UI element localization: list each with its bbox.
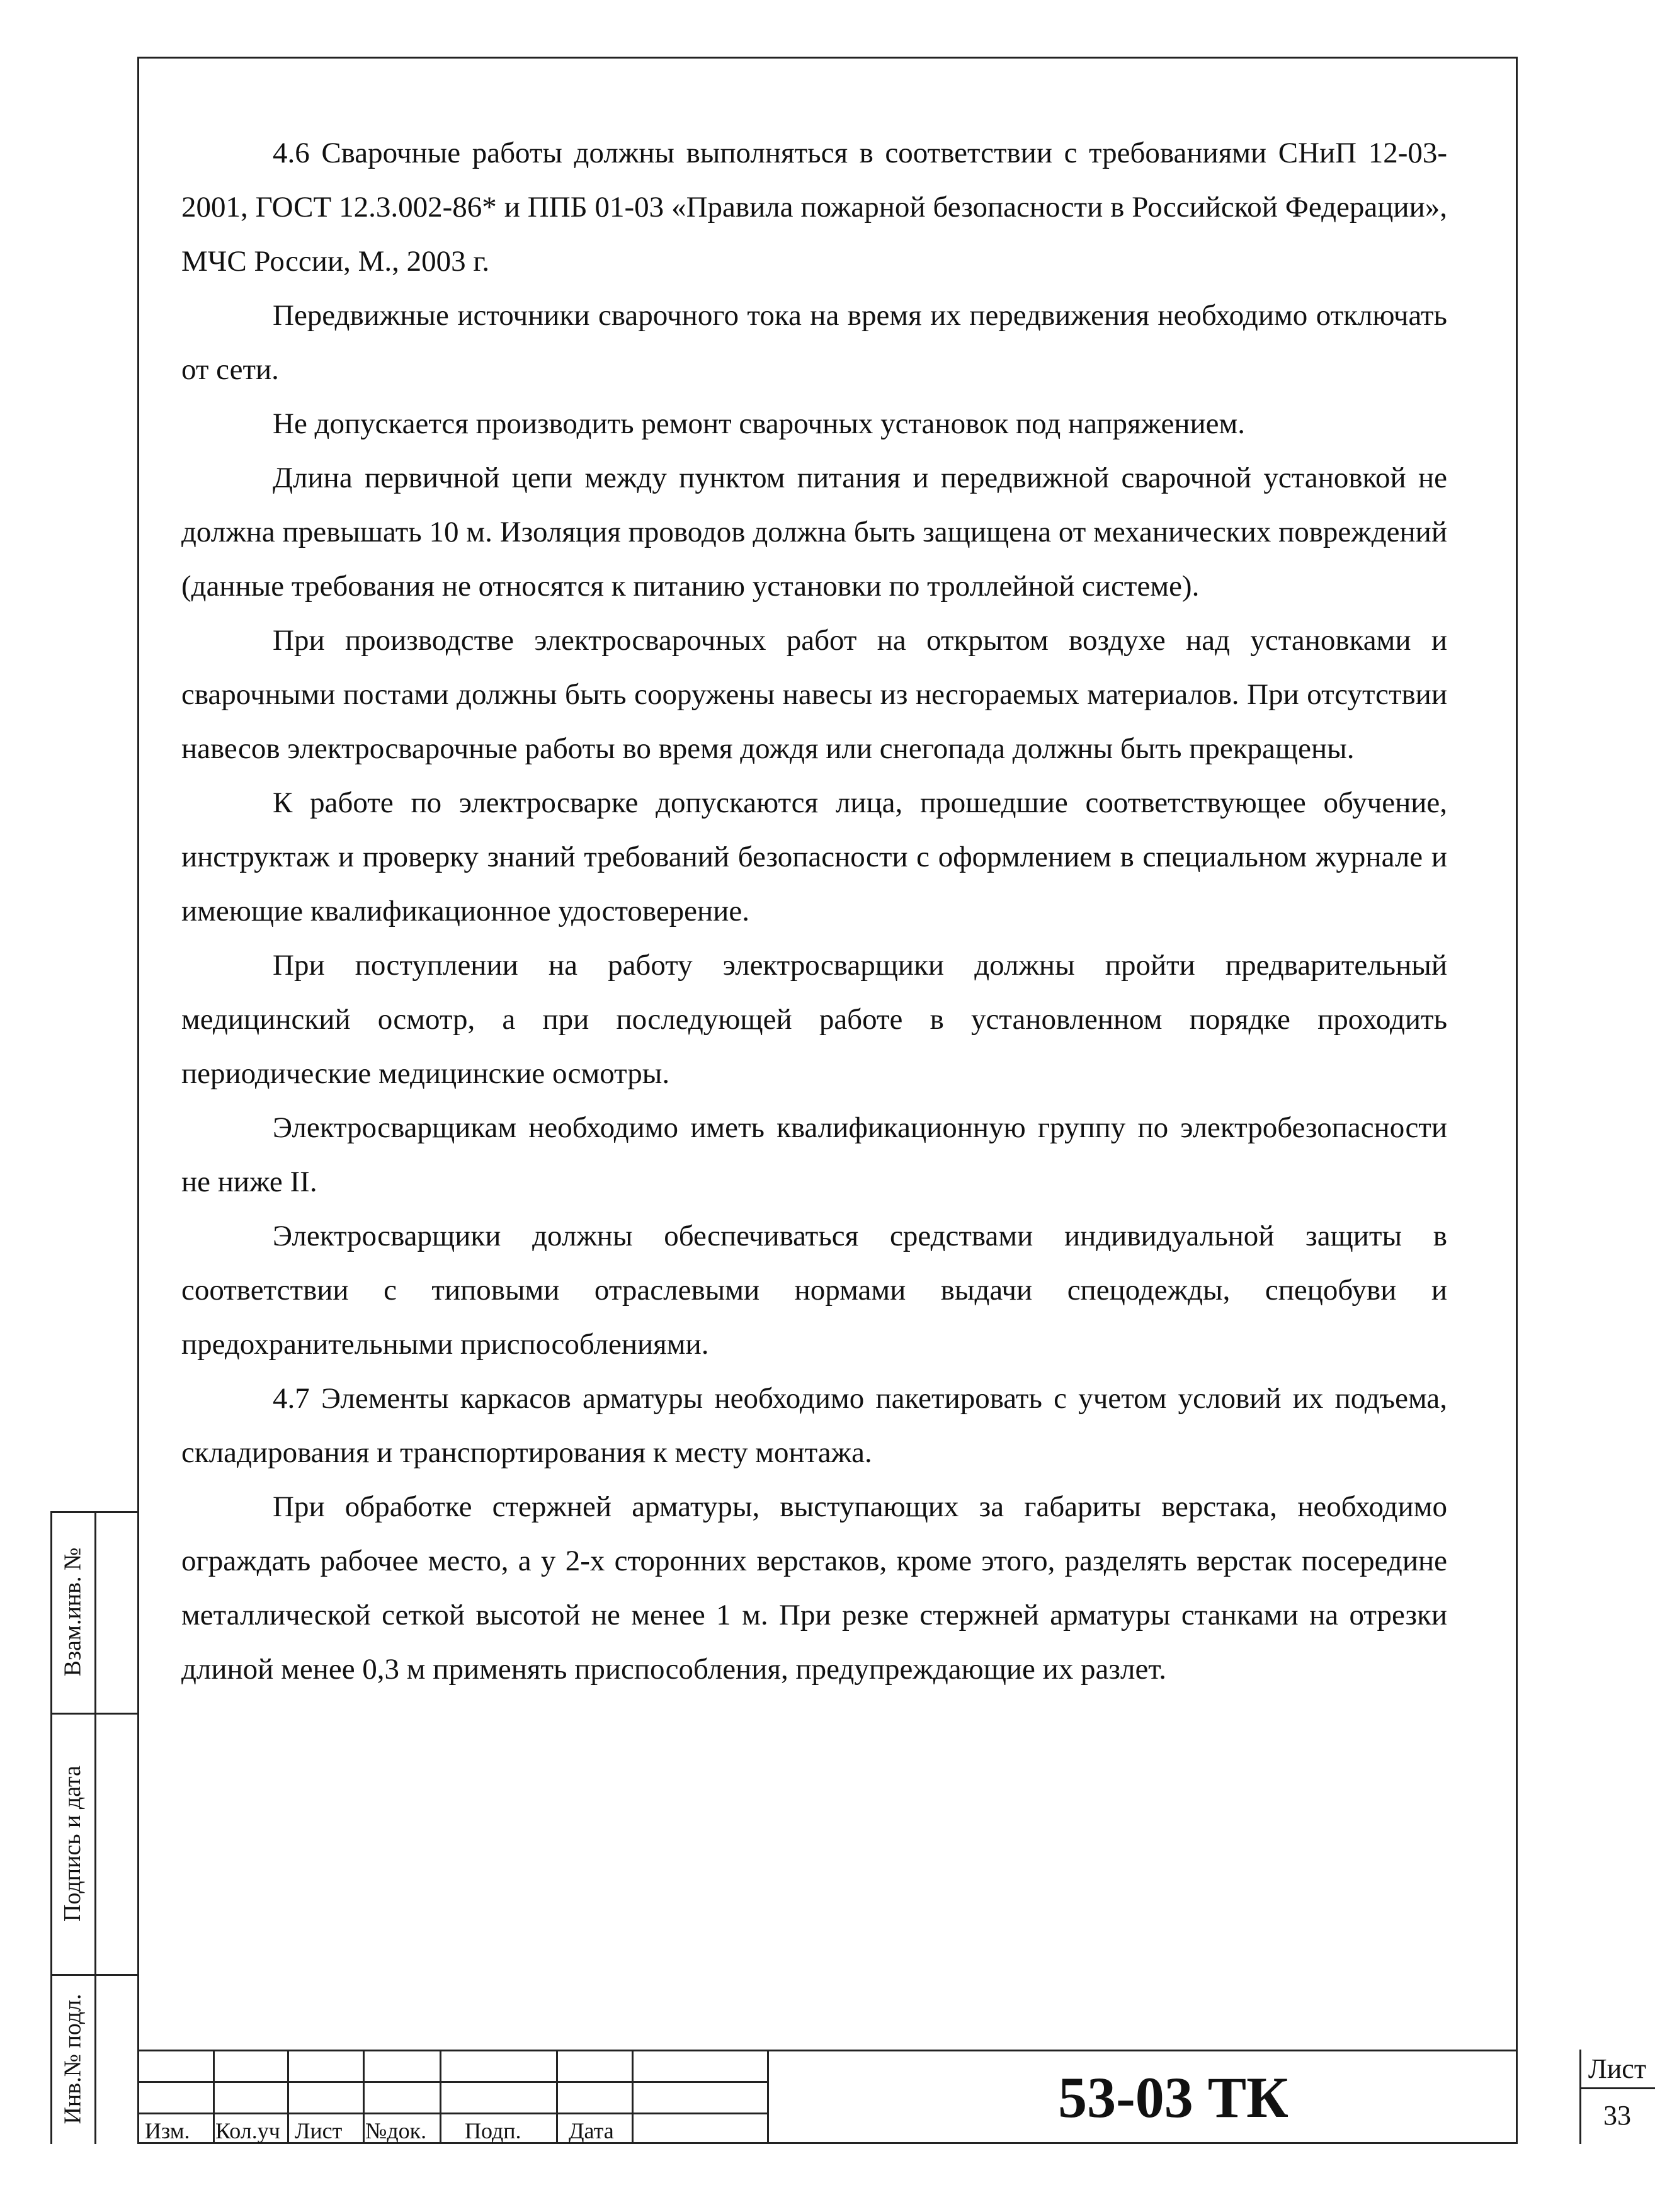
title-block [137,2050,1647,2144]
document-code: 53-03 ТК [1058,2065,1288,2130]
paragraph: Электросварщикам необходимо иметь квалификационную группу по электробезопасности не ниже II. [181,1111,1447,1198]
tb-line [556,2050,558,2144]
paragraph-4-7: 4.7 Элементы каркасов арматуры необходимо пакетировать с учетом условий их подъема, складирования и транспортирования к месту монтажа. [181,1382,1447,1469]
document-body [181,126,1447,1696]
side-border-inner [94,1511,96,2144]
paragraph: Передвижные источники сварочного тока на время их передвижения необходимо отключать от сети. [181,299,1447,386]
paragraph-4-6: 4.6 Сварочные работы должны выполняться в соответствии с требованиями СНиП 12-03-2001, ГОСТ 12.3.002-86* и ППБ 01-03 «Правила пожарной безопасности в Российской Федерации», МЧС России, М., 2003 г. [181,137,1447,278]
paragraph: Не допускается производить ремонт сварочных установок под напряжением. [273,407,1246,440]
tb-line [632,2050,634,2144]
paragraph: Длина первичной цепи между пунктом питания и передвижной сварочной установкой не должна превышать 10 м. Изоляция проводов должна быть защищена от механических повреждений (данные требования не относятся к питанию установки по троллейной системе). [181,462,1447,603]
list-label: Лист [295,2118,343,2143]
tb-line [137,2081,767,2083]
tb-line [213,2050,215,2144]
podpis-data-label: Подпись и дата [59,1765,86,1922]
tb-line [137,2113,767,2114]
n-dok-label: №док. [365,2118,427,2143]
izm-label: Изм. [145,2118,190,2143]
paragraph: При обработке стержней арматуры, выступающих за габариты верстака, необходимо ограждать рабочее место, а у 2-х сторонних верстаков, кроме этого, разделять верстак посередине металлической сеткой высотой не менее 1 м. При резке стержней арматуры станками на отрезки длиной менее 0,3 м применять приспособления, предупреждающие их разлет. [181,1490,1447,1686]
sheet-label: Лист [1588,2053,1647,2084]
paragraph: При поступлении на работу электросварщики должны пройти предварительный медицинский осмотр, а при последующей работе в установленном порядке проходить периодические медицинские осмотры. [181,949,1447,1090]
tb-line [137,2050,1518,2051]
data-label: Дата [569,2118,614,2143]
kol-uch-label: Кол.уч [215,2118,280,2143]
side-stamp [50,1511,139,2144]
tb-line [440,2050,441,2144]
paragraph: К работе по электросварке допускаются лица, прошедшие соответствующее обучение, инструктаж и проверку знаний требований безопасности с оформлением в специальном журнале и имеющие квалификационное удостоверение. [181,786,1447,927]
sheet-number: 33 [1603,2100,1631,2131]
tb-line [287,2050,289,2144]
inv-podl-label: Инв.№ подл. [59,1994,86,2124]
podp-label: Подп. [465,2118,521,2143]
paragraph: При производстве электросварочных работ на открытом воздухе над установками и сварочными постами должны быть сооружены навесы из несгораемых материалов. При отсутствии навесов электросварочные работы во время дождя или снегопада должны быть прекращены. [181,624,1447,765]
vzam-inv-label: Взам.инв. № [59,1547,86,1677]
tb-line [363,2050,365,2144]
paragraph: Электросварщики должны обеспечиваться средствами индивидуальной защиты в соответствии с типовыми отраслевыми нормами выдачи спецодежды, спецобуви и предохранительными приспособлениями. [181,1220,1447,1361]
